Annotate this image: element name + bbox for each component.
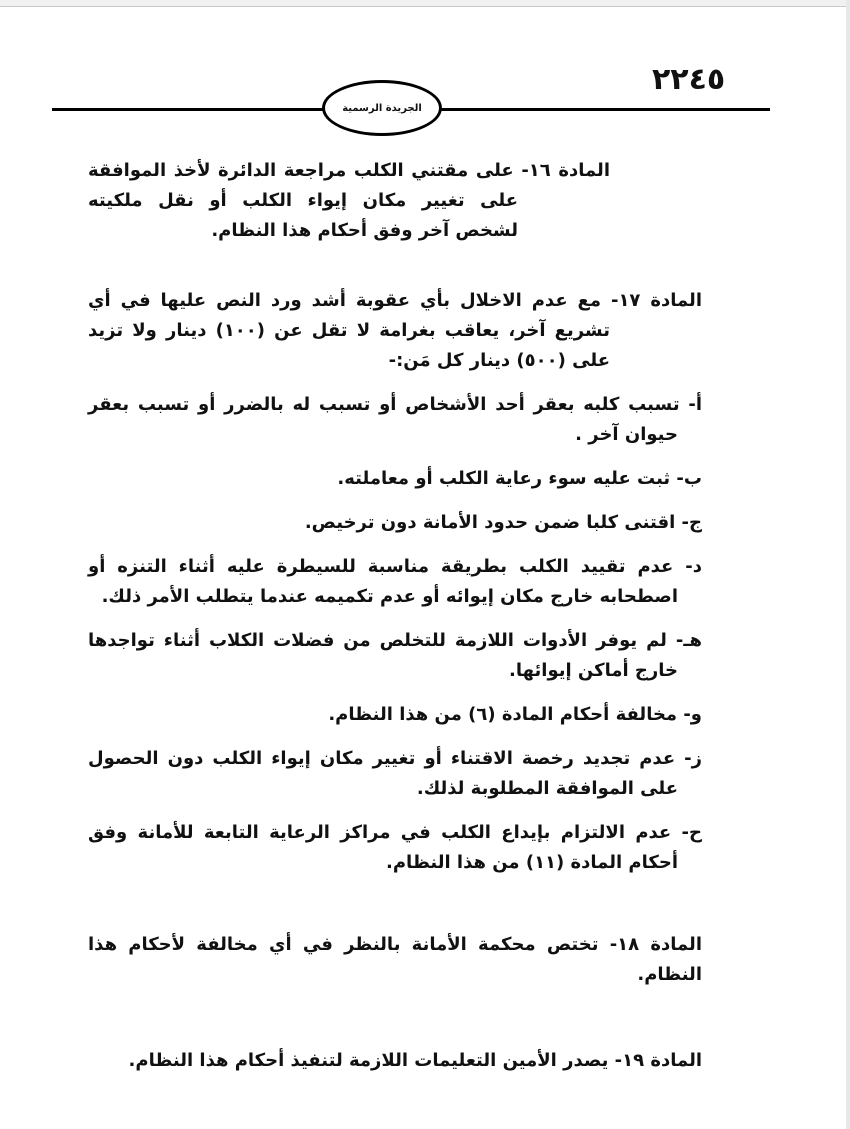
article-label: المادة ١٦- <box>521 160 610 181</box>
viewer-right-edge <box>846 0 850 1129</box>
gazette-emblem-text: الجريدة الرسمية <box>342 102 422 114</box>
article-label: المادة ١٧- <box>610 290 702 311</box>
article-text: تختص محكمة الأمانة بالنظر في أي مخالفة لأحكام هذا النظام. <box>88 934 702 985</box>
article-19 <box>88 1046 702 1076</box>
page-number: ٢٢٤٥ <box>652 62 726 97</box>
article-text: يصدر الأمين التعليمات اللازمة لتنفيذ أحكام هذا النظام. <box>128 1050 609 1071</box>
list-item: هـ- لم يوفر الأدوات اللازمة للتخلص من فضلات الكلاب أثناء تواجدها خارج أماكن إيوائها. <box>88 630 702 681</box>
document-body <box>88 156 702 1076</box>
article-intro: مع عدم الاخلال بأي عقوبة أشد ورد النص عليها في أي تشريع آخر، يعاقب بغرامة لا تقل عن (١٠٠) دينار ولا تزيد على (٥٠٠) دينار كل مَن:- <box>88 290 611 371</box>
list-item: ج- اقتنى كلبا ضمن حدود الأمانة دون ترخيص. <box>304 512 702 533</box>
list-item: و- مخالفة أحكام المادة (٦) من هذا النظام. <box>328 704 702 725</box>
gazette-emblem <box>322 80 442 136</box>
list-item: ز- عدم تجديد رخصة الاقتناء أو تغيير مكان إيواء الكلب دون الحصول على الموافقة المطلوبة لذلك. <box>88 748 702 799</box>
page-top-edge <box>0 0 850 7</box>
article-label: المادة ١٩- <box>614 1050 702 1071</box>
list-item: ح- عدم الالتزام بإيداع الكلب في مراكز الرعاية التابعة للأمانة وفق أحكام المادة (١١) من هذا النظام. <box>88 822 702 873</box>
article-18 <box>88 930 702 990</box>
article-16 <box>88 156 702 246</box>
list-item: ب- ثبت عليه سوء رعاية الكلب أو معاملته. <box>337 468 702 489</box>
article-label: المادة ١٨- <box>609 934 702 955</box>
article-text: على مقتني الكلب مراجعة الدائرة لأخذ الموافقة على تغيير مكان إيواء الكلب أو نقل ملكيته لشخص آخر وفق أحكام هذا النظام. <box>88 160 518 241</box>
list-item: أ- تسبب كلبه بعقر أحد الأشخاص أو تسبب له بالضرر أو تسبب بعقر حيوان آخر . <box>88 394 702 445</box>
article-17 <box>88 286 702 878</box>
list-item: د- عدم تقييد الكلب بطريقة مناسبة للسيطرة عليه أثناء التنزه أو اصطحابه خارج مكان إيوائه أو عدم تكميمه عندما يتطلب الأمر ذلك. <box>88 556 702 607</box>
